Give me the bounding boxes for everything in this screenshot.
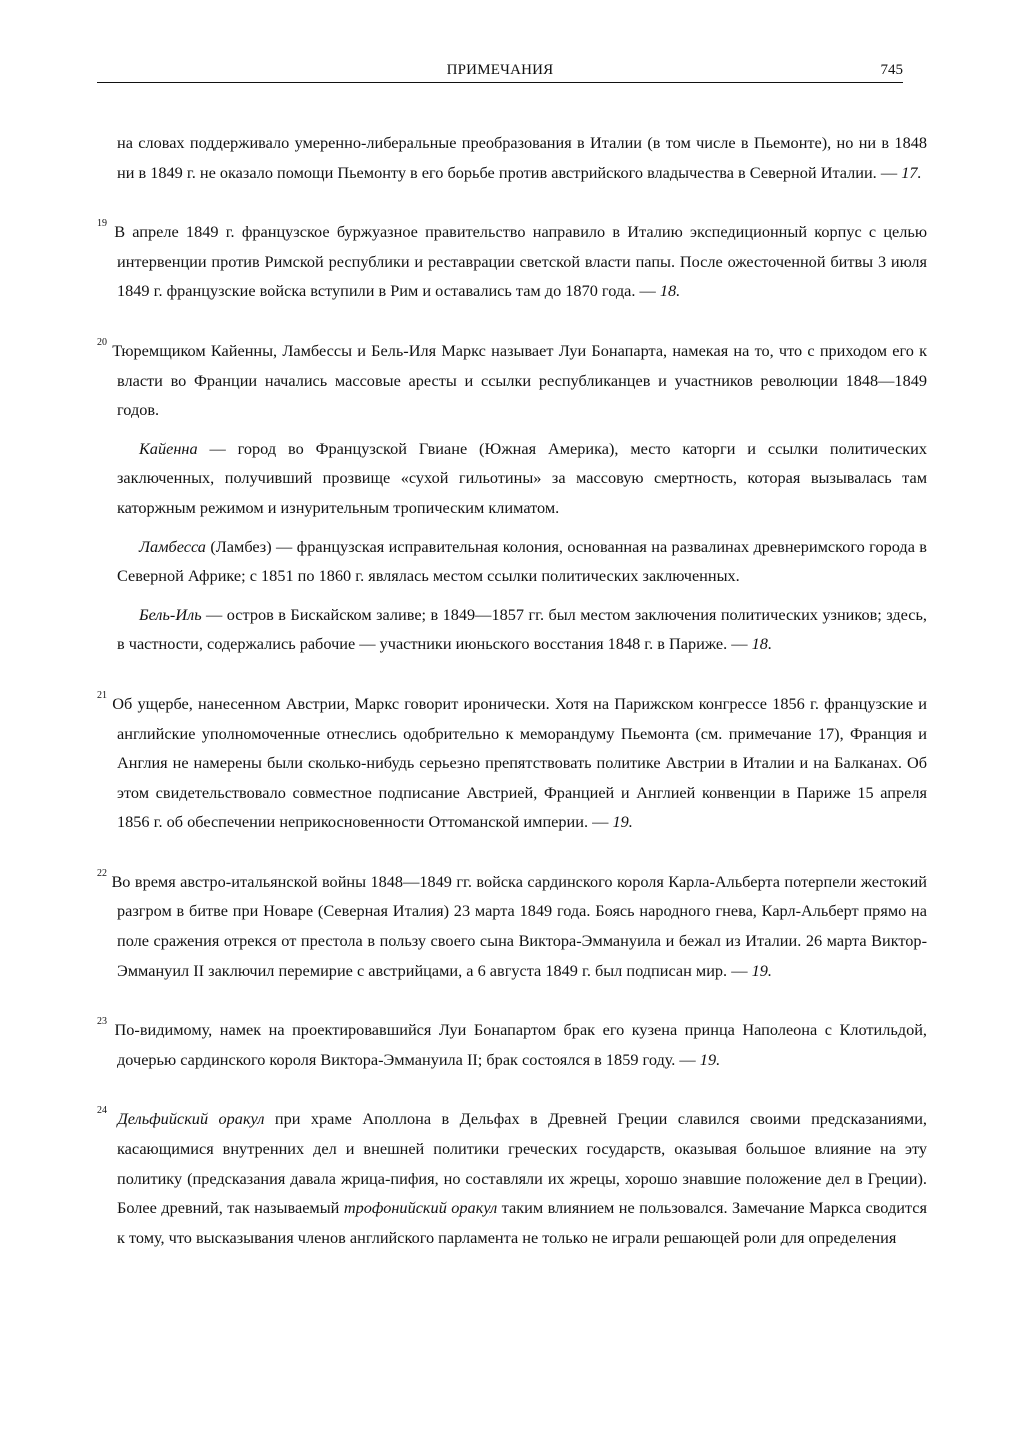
note-number: 21 [97, 689, 107, 701]
note-text: (Ламбез) — французская исправительная колония, основанная на развалинах древнеримского города в Северной Африке; с 1851 по 1860 г. являлась местом ссылки политических заключенных. [117, 536, 927, 586]
note-number: 19 [97, 218, 107, 230]
note-text: — город во Французской Гвиане (Южная Америка), место каторги и ссылки политических заключенных, получивший прозвище «сухой гильотины» за массовую смертность, которая вызывалась там каторжным режимом и изнурительным тропическим климатом. [117, 438, 927, 517]
note-18-continuation [97, 128, 927, 187]
page-ref: 18. [659, 281, 681, 301]
note-number: 20 [97, 336, 107, 348]
notes-body [97, 128, 927, 1252]
note-text: при храме Аполлона в Дельфах в Древней Греции славился своими предсказаниями, касающимися внутренних дел и внешней политики греческих государств, оказывая большое влияние на эту политику (предсказания давала жрица-пифия, но составляли их жрецы, хорошо знавшие положение дел в Греции). Более древний, так называемый [117, 1109, 927, 1218]
page-ref: 19. [699, 1049, 721, 1069]
note-20-kayenna [97, 434, 927, 523]
note-number: 24 [97, 1105, 107, 1117]
note-text: таким влиянием не пользовался. Замечание Маркса сводится к тому, что высказывания членов английского парламента не только не играли решающей роли для определения [117, 1198, 927, 1247]
note-text: на словах поддерживало умеренно-либеральные преобразования в Италии (в том числе в Пьемонте), но ни в 1848 ни в 1849 г. не оказало помощи Пьемонту в его борьбе против австрийского владычества в Северной Италии. — [117, 133, 927, 182]
term-trophonian-oracle: трофонийский оракул [343, 1198, 498, 1218]
header-title: ПРИМЕЧАНИЯ [446, 62, 554, 78]
note-22 [97, 867, 927, 985]
page-ref: 19. [751, 960, 772, 980]
note-text: Об ущербе, нанесенном Австрии, Маркс говорит иронически. Хотя на Парижском конгрессе 1856 г. французские и английские уполномоченные отнеслись одобрительно к меморандуму Пьемонта (см. примечание 17), Франция и Англия не намерены были сколько-нибудь серьезно препятствовать политике Австрии в Италии и на Балканах. Об этом свидетельствовало совместное подписание Австрией, Францией и Англией конвенции в Париже 15 апреля 1856 г. об обеспечении неприкосновенности Оттоманской империи. — [107, 693, 927, 832]
note-number: 23 [97, 1016, 107, 1028]
term-delphic-oracle: Дельфийский оракул [117, 1109, 265, 1129]
page-ref: 19. [612, 812, 633, 832]
note-23 [97, 1015, 927, 1074]
note-20-belil [97, 600, 927, 659]
page-ref: 18. [751, 634, 773, 654]
note-text: — остров в Бискайском заливе; в 1849—1857 гг. был местом заключения политических узников; здесь, в частности, содержались рабочие — участники июньского восстания 1848 г. в Париже. — [117, 604, 927, 654]
note-20 [97, 336, 927, 425]
term-lambessa: Ламбесса [139, 536, 206, 556]
note-text: По-видимому, намек на проектировавшийся Луи Бонапартом брак его кузена принца Наполеона с Клотильдой, дочерью сардинского короля Виктора-Эммануила II; брак состоялся в 1859 году. — [107, 1020, 927, 1069]
page-number: 745 [880, 62, 903, 78]
note-24 [97, 1104, 927, 1252]
note-text: Тюремщиком Кайенны, Ламбессы и Бель-Иля Маркс называет Луи Бонапарта, намекая на то, что с приходом его к власти во Франции начались массовые аресты и ссылки республиканцев и участников революции 1848—1849 годов. [107, 340, 927, 420]
term-belil: Бель-Иль [139, 604, 202, 624]
note-text: Во время австро-итальянской войны 1848—1849 гг. войска сардинского короля Карла-Альберта потерпели жестокий разгром в битве при Новаре (Северная Италия) 23 марта 1849 года. Боясь народного гнева, Карл-Альберт прямо на поле сражения отрекся от престола в пользу своего сына Виктора-Эммануила и бежал из Италии. 26 марта Виктор-Эммануил II заключил перемирие с австрийцами, а 6 августа 1849 г. был подписан мир. — [107, 871, 927, 980]
term-kayenna: Кайенна [139, 438, 198, 458]
note-19 [97, 217, 927, 306]
note-21 [97, 689, 927, 837]
note-20-lambessa [97, 532, 927, 591]
page-ref: 17. [901, 162, 922, 182]
running-header [97, 60, 903, 83]
note-number: 22 [97, 867, 107, 879]
note-text: В апреле 1849 г. французское буржуазное правительство направило в Италию экспедиционный корпус с целью интервенции против Римской республики и реставрации светской власти папы. После ожесточенной битвы 3 июля 1849 г. французские войска вступили в Рим и оставались там до 1870 года. — [107, 222, 927, 301]
